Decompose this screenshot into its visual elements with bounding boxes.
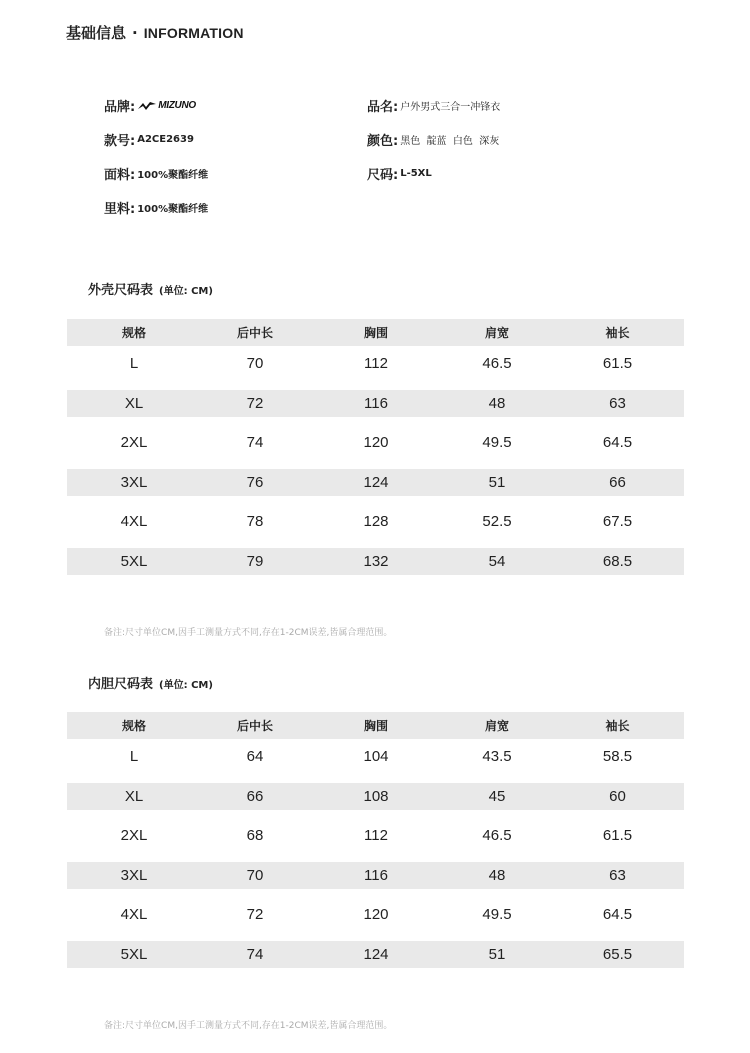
table-header-cell: 胸围 xyxy=(363,719,388,733)
table-cell: 66 xyxy=(246,787,264,805)
fabric-field xyxy=(104,164,208,183)
color-field xyxy=(367,130,499,149)
fabric-value: 100%聚酯纤维 xyxy=(137,170,209,181)
table-cell: 45 xyxy=(488,787,506,805)
table-cell: 52.5 xyxy=(482,513,512,531)
table-cell: 132 xyxy=(363,552,389,570)
table-cell: 67.5 xyxy=(602,513,633,531)
table-cell: 46.5 xyxy=(482,355,512,372)
inner-unit: (单位: CM) xyxy=(159,680,213,691)
table-header-row xyxy=(67,712,684,739)
table-row xyxy=(67,425,684,460)
table-cell: 49.5 xyxy=(482,906,512,924)
table-header-cell: 后中长 xyxy=(236,326,273,340)
brand-label: 品牌: xyxy=(104,100,136,115)
table-header-cell: 肩宽 xyxy=(484,719,509,733)
model-value: A2CE2639 xyxy=(137,134,194,145)
table-cell: 64 xyxy=(246,748,264,765)
table-cell: 64.5 xyxy=(602,906,633,924)
table-cell: 64.5 xyxy=(602,434,633,452)
table-cell: 70 xyxy=(246,866,264,884)
table-cell: 128 xyxy=(363,513,389,531)
model-field xyxy=(104,130,194,149)
table-cell: 112 xyxy=(364,355,388,372)
table-cell: 124 xyxy=(363,945,389,963)
table-header-cell: 规格 xyxy=(121,719,146,733)
lining-label: 里料: xyxy=(104,202,136,217)
size-range-value: L-5XL xyxy=(400,168,432,179)
table-cell: 49.5 xyxy=(482,434,512,452)
table-row xyxy=(67,783,684,810)
table-cell: 3XL xyxy=(120,866,148,884)
table-header-cell: 肩宽 xyxy=(484,326,509,340)
table-row xyxy=(67,862,684,889)
table-cell: 120 xyxy=(363,906,389,924)
outer-size-table xyxy=(67,319,684,584)
product-name-label: 品名: xyxy=(367,100,399,115)
brand-logo xyxy=(137,100,196,111)
table-row xyxy=(67,941,684,968)
outer-unit: (单位: CM) xyxy=(159,286,213,297)
table-cell: 51 xyxy=(488,473,506,491)
table-cell: 68.5 xyxy=(602,552,633,570)
outer-note: 备注:尺寸单位CM,因手工测量方式不同,存在1-2CM误差,皆属合理范围。 xyxy=(104,628,393,638)
table-cell: 5XL xyxy=(120,552,148,570)
outer-section-title xyxy=(88,279,213,298)
table-cell: 3XL xyxy=(120,473,148,491)
table-header-cell: 规格 xyxy=(121,326,146,340)
table-cell: 104 xyxy=(363,748,389,765)
table-cell: XL xyxy=(124,394,144,412)
product-name-value: 户外男式三合一冲锋衣 xyxy=(400,102,501,113)
table-cell: 63 xyxy=(609,394,626,412)
size-range-label: 尺码: xyxy=(367,168,399,183)
table-cell: 72 xyxy=(246,394,264,412)
table-row xyxy=(67,469,684,496)
page-title xyxy=(66,22,244,43)
table-cell: 2XL xyxy=(120,434,148,452)
table-cell: 51 xyxy=(488,945,506,963)
title-en: INFORMATION xyxy=(143,25,244,41)
brand-field xyxy=(104,96,196,115)
table-cell: 60 xyxy=(609,787,626,805)
table-cell: 61.5 xyxy=(602,827,633,845)
table-cell: 68 xyxy=(246,827,264,845)
table-cell: 65.5 xyxy=(602,945,633,963)
table-header-cell: 袖长 xyxy=(605,719,630,733)
color-value: 黑色 靛蓝 白色 深灰 xyxy=(400,136,500,147)
table-header-row xyxy=(67,319,684,346)
mizuno-runbird-icon xyxy=(137,101,157,111)
table-row xyxy=(67,548,684,575)
table-cell: 4XL xyxy=(120,513,148,531)
table-cell: 54 xyxy=(488,552,506,570)
table-cell: 5XL xyxy=(120,945,148,963)
inner-title: 内胆尺码表 xyxy=(88,677,154,692)
table-cell: 66 xyxy=(609,473,626,491)
inner-size-table xyxy=(67,712,684,977)
table-cell: XL xyxy=(124,787,144,805)
table-cell: L xyxy=(129,355,139,372)
table-cell: 116 xyxy=(364,394,388,412)
table-row xyxy=(67,504,684,539)
title-separator: · xyxy=(132,24,138,42)
lining-field xyxy=(104,198,208,217)
table-cell: 124 xyxy=(363,473,389,491)
table-header-cell: 胸围 xyxy=(363,326,388,340)
table-cell: 61.5 xyxy=(602,355,633,372)
table-row xyxy=(67,897,684,932)
color-label: 颜色: xyxy=(367,134,399,149)
table-cell: 120 xyxy=(363,434,389,452)
title-cn: 基础信息 xyxy=(66,24,127,42)
table-cell: 2XL xyxy=(120,827,148,845)
model-label: 款号: xyxy=(104,134,136,149)
table-header-cell: 后中长 xyxy=(236,719,273,733)
inner-note: 备注:尺寸单位CM,因手工测量方式不同,存在1-2CM误差,皆属合理范围。 xyxy=(104,1021,393,1031)
table-row xyxy=(67,739,684,774)
table-cell: 43.5 xyxy=(482,748,512,765)
table-cell: 58.5 xyxy=(602,748,633,765)
table-cell: 116 xyxy=(364,866,388,884)
table-cell: 4XL xyxy=(120,906,148,924)
table-header-cell: 袖长 xyxy=(605,326,630,340)
table-cell: 46.5 xyxy=(482,827,512,845)
size-range-field xyxy=(367,164,432,183)
table-cell: 78 xyxy=(246,513,264,531)
table-cell: 48 xyxy=(488,394,506,412)
table-row xyxy=(67,390,684,417)
table-cell: 76 xyxy=(246,473,264,491)
inner-section-title xyxy=(88,673,213,692)
table-cell: 70 xyxy=(246,355,264,372)
outer-title: 外壳尺码表 xyxy=(88,283,154,298)
table-cell: 112 xyxy=(364,827,388,845)
table-cell: L xyxy=(129,748,139,765)
table-cell: 79 xyxy=(246,552,264,570)
lining-value: 100%聚酯纤维 xyxy=(137,204,209,215)
table-row xyxy=(67,818,684,853)
table-cell: 108 xyxy=(363,787,389,805)
fabric-label: 面料: xyxy=(104,168,136,183)
brand-logo-text: MIZUNO xyxy=(158,100,196,111)
table-cell: 63 xyxy=(609,866,626,884)
table-cell: 48 xyxy=(488,866,506,884)
product-name-field xyxy=(367,96,500,115)
table-cell: 74 xyxy=(246,434,264,452)
table-row xyxy=(67,346,684,381)
table-cell: 72 xyxy=(246,906,264,924)
table-cell: 74 xyxy=(246,945,264,963)
